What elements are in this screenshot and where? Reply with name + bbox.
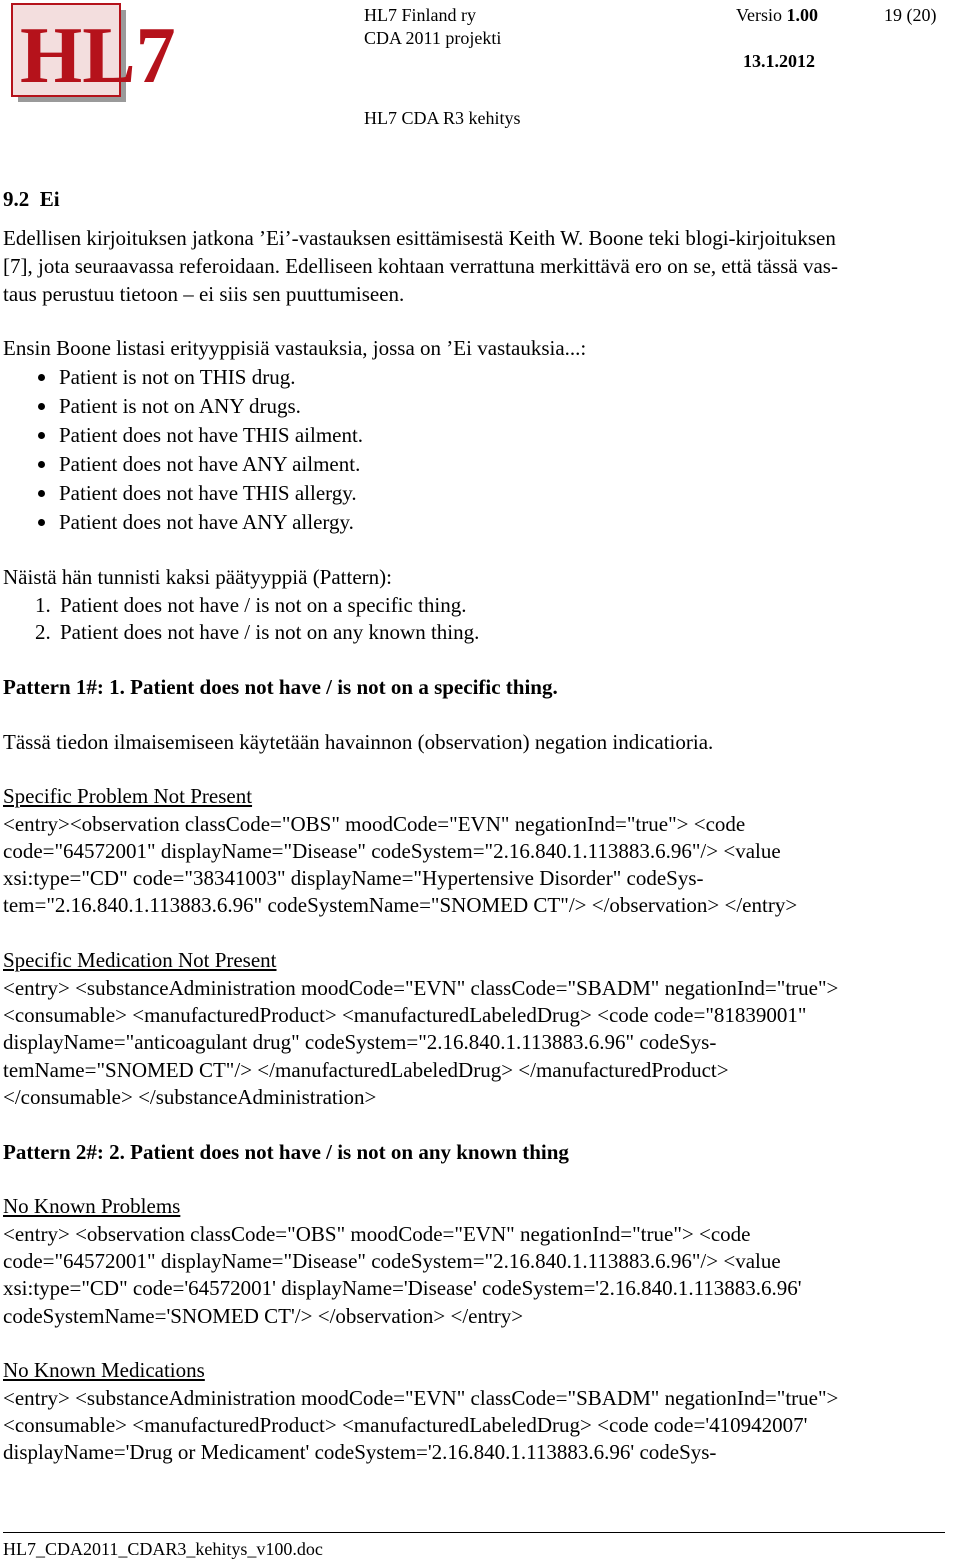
bullet-item: Patient is not on ANY drugs. xyxy=(59,394,301,418)
bullet-icon xyxy=(38,461,45,468)
hl7-logo xyxy=(12,4,176,104)
code-line: displayName='Drug or Medicament' codeSystem='2.16.840.1.113883.6.96' codeSys- xyxy=(3,1440,717,1464)
footer-filename: HL7_CDA2011_CDAR3_kehitys_v100.doc xyxy=(3,1539,323,1559)
example-title: Specific Problem Not Present xyxy=(3,784,253,808)
pattern-list-item: Patient does not have / is not on a specific thing. xyxy=(60,593,467,617)
code-line: </consumable> </substanceAdministration> xyxy=(3,1085,377,1109)
section-heading xyxy=(3,186,60,212)
bullet-icon xyxy=(38,403,45,410)
header-page: 19 (20) xyxy=(884,5,937,25)
code-line: displayName="anticoagulant drug" codeSystem="2.16.840.1.113883.6.96" codeSys- xyxy=(3,1030,717,1054)
bullet-icon xyxy=(38,432,45,439)
intro-line-2: [7], jota seuraavassa referoidaan. Edelliseen kohtaan verrattuna merkittävä ero on se, että tässä vas- xyxy=(3,254,838,278)
bullet-item: Patient does not have THIS ailment. xyxy=(59,423,364,447)
pattern2-text: Patient does not have / is not on any known thing xyxy=(130,1140,569,1164)
code-line: code="64572001" displayName="Disease" codeSystem="2.16.840.1.113883.6.96"/> <value xyxy=(3,1249,781,1273)
example-title: Specific Medication Not Present xyxy=(3,948,277,972)
example-title: No Known Problems xyxy=(3,1194,181,1218)
pattern1-description: Tässä tiedon ilmaisemiseen käytetään havainnon (observation) negation indicatioria. xyxy=(3,730,714,754)
section-number: 9.2 xyxy=(3,187,30,211)
list-intro: Ensin Boone listasi erityyppisiä vastauksia, jossa on ’Ei vastauksia...: xyxy=(3,336,587,360)
pattern2-number: 2. xyxy=(109,1140,125,1164)
code-line: xsi:type="CD" code='64572001' displayName='Disease' codeSystem='2.16.840.1.113883.6.96' xyxy=(3,1276,802,1300)
pattern2-label: Pattern 2#: xyxy=(3,1140,104,1164)
code-line: <entry> <observation classCode="OBS" moodCode="EVN" negationInd="true"> <code xyxy=(3,1222,751,1246)
code-line: code="64572001" displayName="Disease" codeSystem="2.16.840.1.113883.6.96"/> <value xyxy=(3,839,781,863)
header-date: 13.1.2012 xyxy=(743,51,815,71)
code-line: tem="2.16.840.1.113883.6.96" codeSystemName="SNOMED CT"/> </observation> </entry> xyxy=(3,893,798,917)
pattern2-heading xyxy=(3,1139,569,1165)
code-line: xsi:type="CD" code="38341003" displayName="Hypertensive Disorder" codeSys- xyxy=(3,866,704,890)
pattern-list-number: 1. xyxy=(35,593,51,617)
bullet-item: Patient does not have THIS allergy. xyxy=(59,481,357,505)
version-number: 1.00 xyxy=(786,5,818,25)
code-line: <consumable> <manufacturedProduct> <manufacturedLabeledDrug> <code code="81839001" xyxy=(3,1003,807,1027)
header-doc-title: HL7 CDA R3 kehitys xyxy=(364,108,521,128)
intro-line-3: taus perustuu tietoon – ei siis sen puuttumiseen. xyxy=(3,282,405,306)
pattern-list-number: 2. xyxy=(35,620,51,644)
bullet-icon xyxy=(38,519,45,526)
pattern1-text: Patient does not have / is not on a specific thing. xyxy=(130,675,558,699)
code-line: <entry> <substanceAdministration moodCode="EVN" classCode="SBADM" negationInd="true"> xyxy=(3,1386,839,1410)
pattern-list-item: Patient does not have / is not on any known thing. xyxy=(60,620,480,644)
header-org: HL7 Finland ry xyxy=(364,5,476,25)
code-line: codeSystemName='SNOMED CT'/> </observation> </entry> xyxy=(3,1304,524,1328)
code-line: <entry> <substanceAdministration moodCode="EVN" classCode="SBADM" negationInd="true"> xyxy=(3,976,839,1000)
bullet-icon xyxy=(38,374,45,381)
bullet-icon xyxy=(38,490,45,497)
bullet-item: Patient is not on THIS drug. xyxy=(59,365,296,389)
bullet-item: Patient does not have ANY ailment. xyxy=(59,452,361,476)
bullet-item: Patient does not have ANY allergy. xyxy=(59,510,354,534)
pattern1-label: Pattern 1#: xyxy=(3,675,104,699)
logo-text: HL7 xyxy=(20,12,176,100)
example-title: No Known Medications xyxy=(3,1358,205,1382)
footer-divider xyxy=(3,1532,945,1533)
pattern1-number: 1. xyxy=(109,675,125,699)
code-line: temName="SNOMED CT"/> </manufacturedLabeledDrug> </manufacturedProduct> xyxy=(3,1058,729,1082)
intro-line-1: Edellisen kirjoituksen jatkona ’Ei’-vastauksen esittämisestä Keith W. Boone teki blogi-kirjoituksen xyxy=(3,226,836,250)
code-line: <consumable> <manufacturedProduct> <manufacturedLabeledDrug> <code code='410942007' xyxy=(3,1413,808,1437)
code-line: <entry><observation classCode="OBS" moodCode="EVN" negationInd="true"> <code xyxy=(3,812,746,836)
pattern1-heading xyxy=(3,674,558,700)
header-version xyxy=(736,4,818,26)
section-title: Ei xyxy=(39,187,60,211)
pattern-intro: Näistä hän tunnisti kaksi päätyyppiä (Pattern): xyxy=(3,565,392,589)
header-project: CDA 2011 projekti xyxy=(364,28,502,48)
version-label: Versio xyxy=(736,5,782,25)
